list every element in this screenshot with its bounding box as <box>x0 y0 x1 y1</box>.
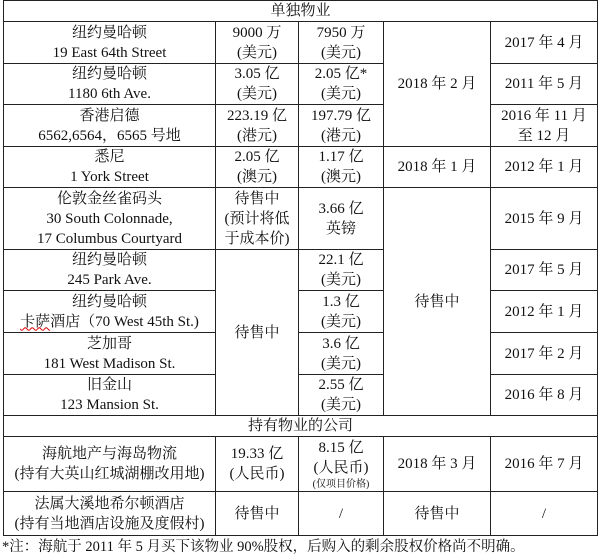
property-name: 纽约曼哈顿 245 Park Ave. <box>4 250 216 291</box>
property-name: 悉尼 1 York Street <box>4 147 216 188</box>
price-1: 2.05 亿 (澳元) <box>216 147 299 188</box>
sale-date: 2018 年 2 月 <box>384 22 491 147</box>
acquire-date: 2016 年 8 月 <box>491 375 598 416</box>
price-2: 1.17 亿 (澳元) <box>299 147 384 188</box>
acquire-date: / <box>491 492 598 536</box>
price-1: 9000 万 (美元) <box>216 22 299 64</box>
table-row <box>4 147 598 188</box>
property-name: 香港启德 6562,6564，6565 号地 <box>4 105 216 147</box>
acquire-date: 2012 年 1 月 <box>491 147 598 188</box>
price-2: 2.55 亿 (美元) <box>299 375 384 416</box>
price-2: 22.1 亿 (美元) <box>299 250 384 291</box>
acquire-date: 2012 年 1 月 <box>491 291 598 333</box>
property-name: 纽约曼哈顿 1180 6th Ave. <box>4 64 216 105</box>
table-row <box>4 437 598 492</box>
table-row <box>4 105 598 147</box>
property-name: 芝加哥 181 West Madison St. <box>4 333 216 375</box>
company-name: 法属大溪地希尔顿酒店 (持有当地酒店设施及度假村) <box>4 492 216 536</box>
table-row <box>4 250 598 291</box>
price-2: 3.6 亿 (美元) <box>299 333 384 375</box>
price-1: 待售中 (预计将低 于成本价) <box>216 188 299 250</box>
section-header-single-properties: 单独物业 <box>4 1 598 22</box>
acquire-date: 2016 年 11 月 至 12 月 <box>491 105 598 147</box>
table-row <box>4 22 598 64</box>
sale-date: 2018 年 3 月 <box>384 437 491 492</box>
property-name: 伦敦金丝雀码头 30 South Colonnade, 17 Columbus Courtyard <box>4 188 216 250</box>
price-2: / <box>299 492 384 536</box>
property-table <box>3 0 598 536</box>
sale-date: 待售中 <box>384 188 491 416</box>
price-2: 1.3 亿 (美元) <box>299 291 384 333</box>
price-2: 197.79 亿 (港元) <box>299 105 384 147</box>
table-row <box>4 375 598 416</box>
price-1: 223.19 亿 (港元) <box>216 105 299 147</box>
price-1: 3.05 亿 (美元) <box>216 64 299 105</box>
price-1: 待售中 <box>216 250 299 416</box>
acquire-date: 2017 年 4 月 <box>491 22 598 64</box>
acquire-date: 2017 年 5 月 <box>491 250 598 291</box>
property-name: 纽约曼哈顿 19 East 64th Street <box>4 22 216 64</box>
price-1: 待售中 <box>216 492 299 536</box>
table-row <box>4 291 598 333</box>
property-name: 旧金山 123 Mansion St. <box>4 375 216 416</box>
price-1: 19.33 亿 (人民币) <box>216 437 299 492</box>
company-name: 海航地产与海岛物流 (持有大英山红城湖棚改用地) <box>4 437 216 492</box>
table-row <box>4 492 598 536</box>
price-2: 2.05 亿* (美元) <box>299 64 384 105</box>
table-row <box>4 333 598 375</box>
sale-date: 待售中 <box>384 492 491 536</box>
acquire-date: 2015 年 9 月 <box>491 188 598 250</box>
price-2: 7950 万 (美元) <box>299 22 384 64</box>
sale-date: 2018 年 1 月 <box>384 147 491 188</box>
table-row <box>4 64 598 105</box>
price-2: 3.66 亿 英镑 <box>299 188 384 250</box>
property-name: 纽约曼哈顿 卡萨酒店（70 West 45th St.) <box>4 291 216 333</box>
acquire-date: 2011 年 5 月 <box>491 64 598 105</box>
footnote: *注：海航于 2011 年 5 月买下该物业 90%股权，后购入的剩余股权价格尚不明确。 <box>2 539 525 555</box>
acquire-date: 2016 年 7 月 <box>491 437 598 492</box>
price-2: 8.15 亿 (人民币) (仅项目价格) <box>299 437 384 492</box>
acquire-date: 2017 年 2 月 <box>491 333 598 375</box>
table-row <box>4 188 598 250</box>
section-header-companies: 持有物业的公司 <box>4 416 598 437</box>
